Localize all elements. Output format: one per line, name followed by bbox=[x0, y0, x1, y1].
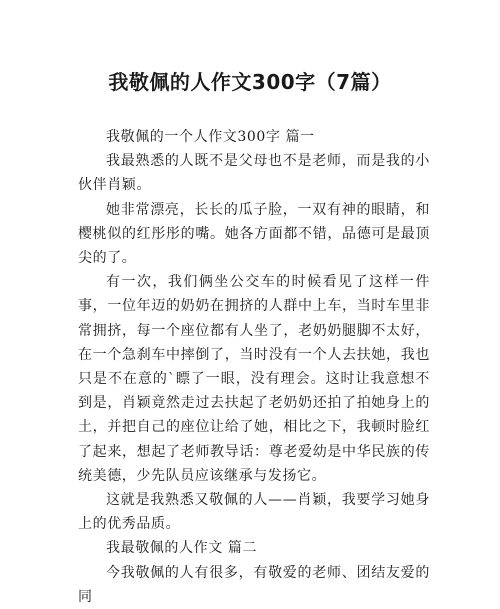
paragraph: 她非常漂亮，长长的瓜子脸，一双有神的眼睛，和樱桃似的红彤彤的嘴。她各方面都不错，品德可是最顶尖的了。 bbox=[78, 201, 430, 267]
paragraph: 有一次，我们俩坐公交车的时候看见了这样一件事，一位年迈的奶奶在拥挤的人群中上车，当时车里非常拥挤，每一个座位都有人坐了，老奶奶腿脚不太好，在一个急刹车中摔倒了，当时没有一个人去扶她，我也只是不在意的`瞟了一眼，没有理会。这时让我意想不到是，肖颖竟然走过去扶起了老奶奶还拍了拍她身上的土，并把自己的座位让给了她，相比之下，我顿时脸红了起来，想起了老师教导话：尊老爱幼是中华民族的传统美德，少先队员应该继承与发扬它。 bbox=[78, 274, 430, 484]
section-heading-2: 我最敬佩的人作文 篇二 bbox=[106, 540, 258, 557]
paragraph: 这就是我熟悉又敬佩的人——肖颖，我要学习她身上的优秀品质。 bbox=[78, 492, 430, 533]
paragraph: 我最熟悉的人既不是父母也不是老师，而是我的小伙伴肖颖。 bbox=[78, 153, 430, 194]
document-title: 我敬佩的人作文300字（7篇） bbox=[108, 70, 392, 94]
document-body bbox=[78, 125, 430, 609]
paragraph: 今我敬佩的人有很多，有敬爱的老师、团结友爱的同 bbox=[78, 564, 430, 605]
section-heading-1: 我敬佩的一个人作文300字 篇一 bbox=[106, 129, 315, 145]
